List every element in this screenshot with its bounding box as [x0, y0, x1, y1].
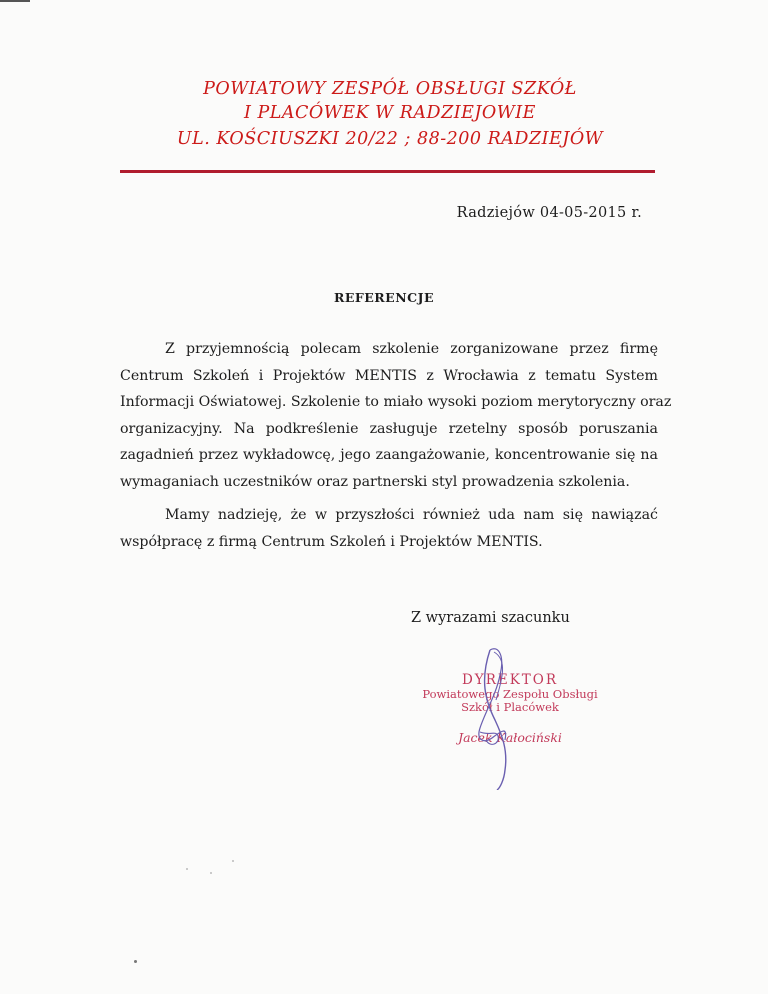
body-paragraph-1	[120, 336, 672, 495]
letterhead-line-1: POWIATOWY ZESPÓŁ OBSŁUGI SZKÓŁ	[203, 79, 577, 99]
closing-phrase: Z wyrazami szacunku	[411, 610, 570, 626]
handwritten-signature	[450, 640, 570, 790]
letterhead-line-2: I PLACÓWEK W RADZIEJOWIE	[244, 103, 536, 123]
paragraph-line: wymaganiach uczestników oraz partnerski styl prowadzenia szkolenia.	[120, 473, 630, 490]
scan-speck	[232, 860, 234, 862]
paragraph-line: Informacji Oświatowej. Szkolenie to miało wysoki poziom merytoryczny oraz	[120, 394, 672, 410]
letter-date: Radziejów 04-05-2015 r.	[456, 205, 642, 221]
scan-speck	[134, 960, 137, 963]
letterhead-divider	[120, 170, 655, 173]
paragraph-line: zagadnień przez wykładowcę, jego zaangażowanie, koncentrowanie się na	[120, 447, 658, 463]
paragraph-line: Z przyjemnością polecam szkolenie zorganizowane przez firmę	[165, 341, 658, 357]
paragraph-line: współpracę z firmą Centrum Szkoleń i Projektów MENTIS.	[120, 533, 543, 550]
paragraph-line: Centrum Szkoleń i Projektów MENTIS z Wrocławia z tematu System	[120, 367, 658, 384]
scan-corner-mark	[0, 0, 30, 2]
paragraph-line: Mamy nadzieję, że w przyszłości również uda nam się nawiązać	[165, 507, 658, 523]
stamp-name: Jacek Kałociński	[458, 730, 562, 745]
paragraph-line: organizacyjny. Na podkreślenie zasługuje rzetelny sposób poruszania	[120, 420, 658, 437]
body-paragraph-2	[120, 502, 658, 555]
stamp-line-1: Powiatowego Zespołu Obsługi	[422, 687, 598, 701]
scan-speck	[186, 868, 188, 870]
stamp-title: DYREKTOR	[461, 672, 559, 688]
stamp-line-2: Szkół i Placówek	[461, 700, 559, 714]
letterhead-line-3: UL. KOŚCIUSZKI 20/22 ; 88-200 RADZIEJÓW	[176, 129, 604, 149]
document-title: REFERENCJE	[333, 290, 435, 305]
scan-speck	[210, 872, 212, 874]
